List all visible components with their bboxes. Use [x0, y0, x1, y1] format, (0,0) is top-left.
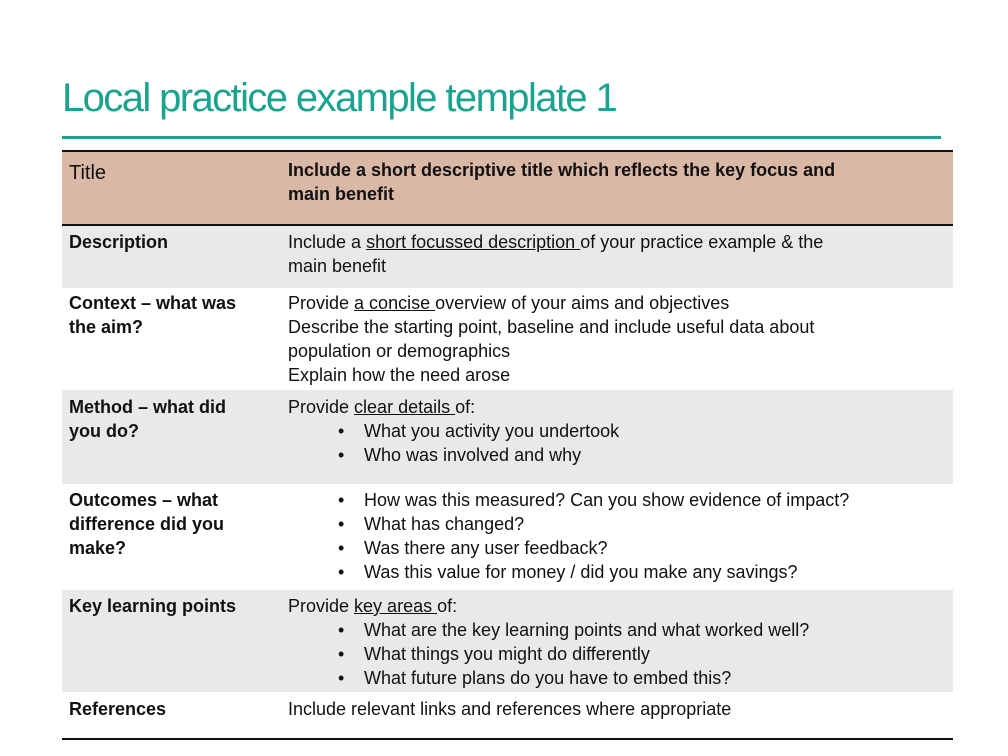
outcomes-bullet	[288, 512, 943, 536]
context-line	[288, 291, 943, 315]
method-bullet	[288, 419, 943, 443]
outcomes-row	[62, 484, 953, 590]
method-row-content	[288, 395, 953, 484]
method-text: of:	[455, 397, 476, 417]
title-divider	[62, 136, 941, 139]
outcomes-bullet-text: Was this value for money / did you make any savings?	[364, 562, 798, 582]
references-row-content	[288, 697, 953, 738]
outcomes-bullet-text: How was this measured? Can you show evidence of impact?	[364, 490, 850, 510]
description-line	[288, 230, 943, 254]
outcomes-label-line: make?	[69, 538, 127, 558]
learning-row-label: Key learning points	[69, 596, 237, 616]
outcomes-label-line: difference did you	[69, 514, 225, 534]
title-row	[62, 152, 953, 226]
title-row-label: Title	[69, 162, 107, 184]
references-row	[62, 692, 953, 738]
learning-bullet	[288, 666, 943, 690]
context-row	[62, 288, 953, 390]
references-line: Include relevant links and references where appropriate	[288, 699, 732, 719]
method-line	[288, 395, 943, 419]
description-row-content	[288, 230, 953, 288]
outcomes-bullet-text: Was there any user feedback?	[364, 538, 608, 558]
outcomes-row-content	[288, 488, 953, 590]
title-row-line: main benefit	[288, 184, 395, 204]
method-row	[62, 390, 953, 484]
learning-row	[62, 590, 953, 692]
description-underlined-text: short focussed description	[366, 232, 581, 252]
context-text: Provide	[288, 293, 355, 313]
context-line: Explain how the need arose	[288, 365, 511, 385]
method-underlined-text: clear details	[354, 397, 456, 417]
context-underlined-text: a concise	[354, 293, 436, 313]
method-bullet-text: What you activity you undertook	[364, 421, 620, 441]
method-row-label	[62, 395, 288, 484]
context-line: population or demographics	[288, 341, 511, 361]
learning-bullet-text: What are the key learning points and what worked well?	[364, 620, 810, 640]
method-bullet-text: Who was involved and why	[364, 445, 582, 465]
context-row-label	[62, 291, 288, 390]
description-row	[62, 226, 953, 288]
learning-text: of:	[437, 596, 458, 616]
learning-bullet	[288, 618, 943, 642]
learning-bullet	[288, 642, 943, 666]
context-row-content	[288, 291, 953, 390]
context-label-line: the aim?	[69, 317, 144, 337]
description-text: of your practice example & the	[580, 232, 824, 252]
outcomes-row-label	[62, 488, 288, 590]
outcomes-bullet	[288, 488, 943, 512]
outcomes-bullet	[288, 560, 943, 584]
title-row-content	[288, 152, 953, 224]
outcomes-bullet	[288, 536, 943, 560]
context-text: overview of your aims and objectives	[435, 293, 730, 313]
method-bullet	[288, 443, 943, 467]
description-row-label: Description	[69, 232, 169, 252]
page-title: Local practice example template 1	[62, 76, 617, 120]
method-label-line: Method – what did	[69, 397, 226, 417]
context-label-line: Context – what was	[69, 293, 237, 313]
method-text: Provide	[288, 397, 355, 417]
learning-text: Provide	[288, 596, 355, 616]
outcomes-bullet-text: What has changed?	[364, 514, 525, 534]
title-row-line: Include a short descriptive title which reflects the key focus and	[288, 160, 836, 180]
context-line: Describe the starting point, baseline and include useful data about	[288, 317, 815, 337]
template-table	[62, 150, 953, 740]
description-line: main benefit	[288, 256, 387, 276]
description-text: Include a	[288, 232, 367, 252]
learning-underlined-text: key areas	[354, 596, 438, 616]
method-label-line: you do?	[69, 421, 139, 441]
learning-bullet-text: What future plans do you have to embed this?	[364, 668, 732, 688]
references-row-label: References	[69, 699, 167, 719]
outcomes-label-line: Outcomes – what	[69, 490, 219, 510]
learning-bullet-text: What things you might do differently	[364, 644, 650, 664]
learning-line	[288, 594, 943, 618]
learning-row-content	[288, 594, 953, 692]
